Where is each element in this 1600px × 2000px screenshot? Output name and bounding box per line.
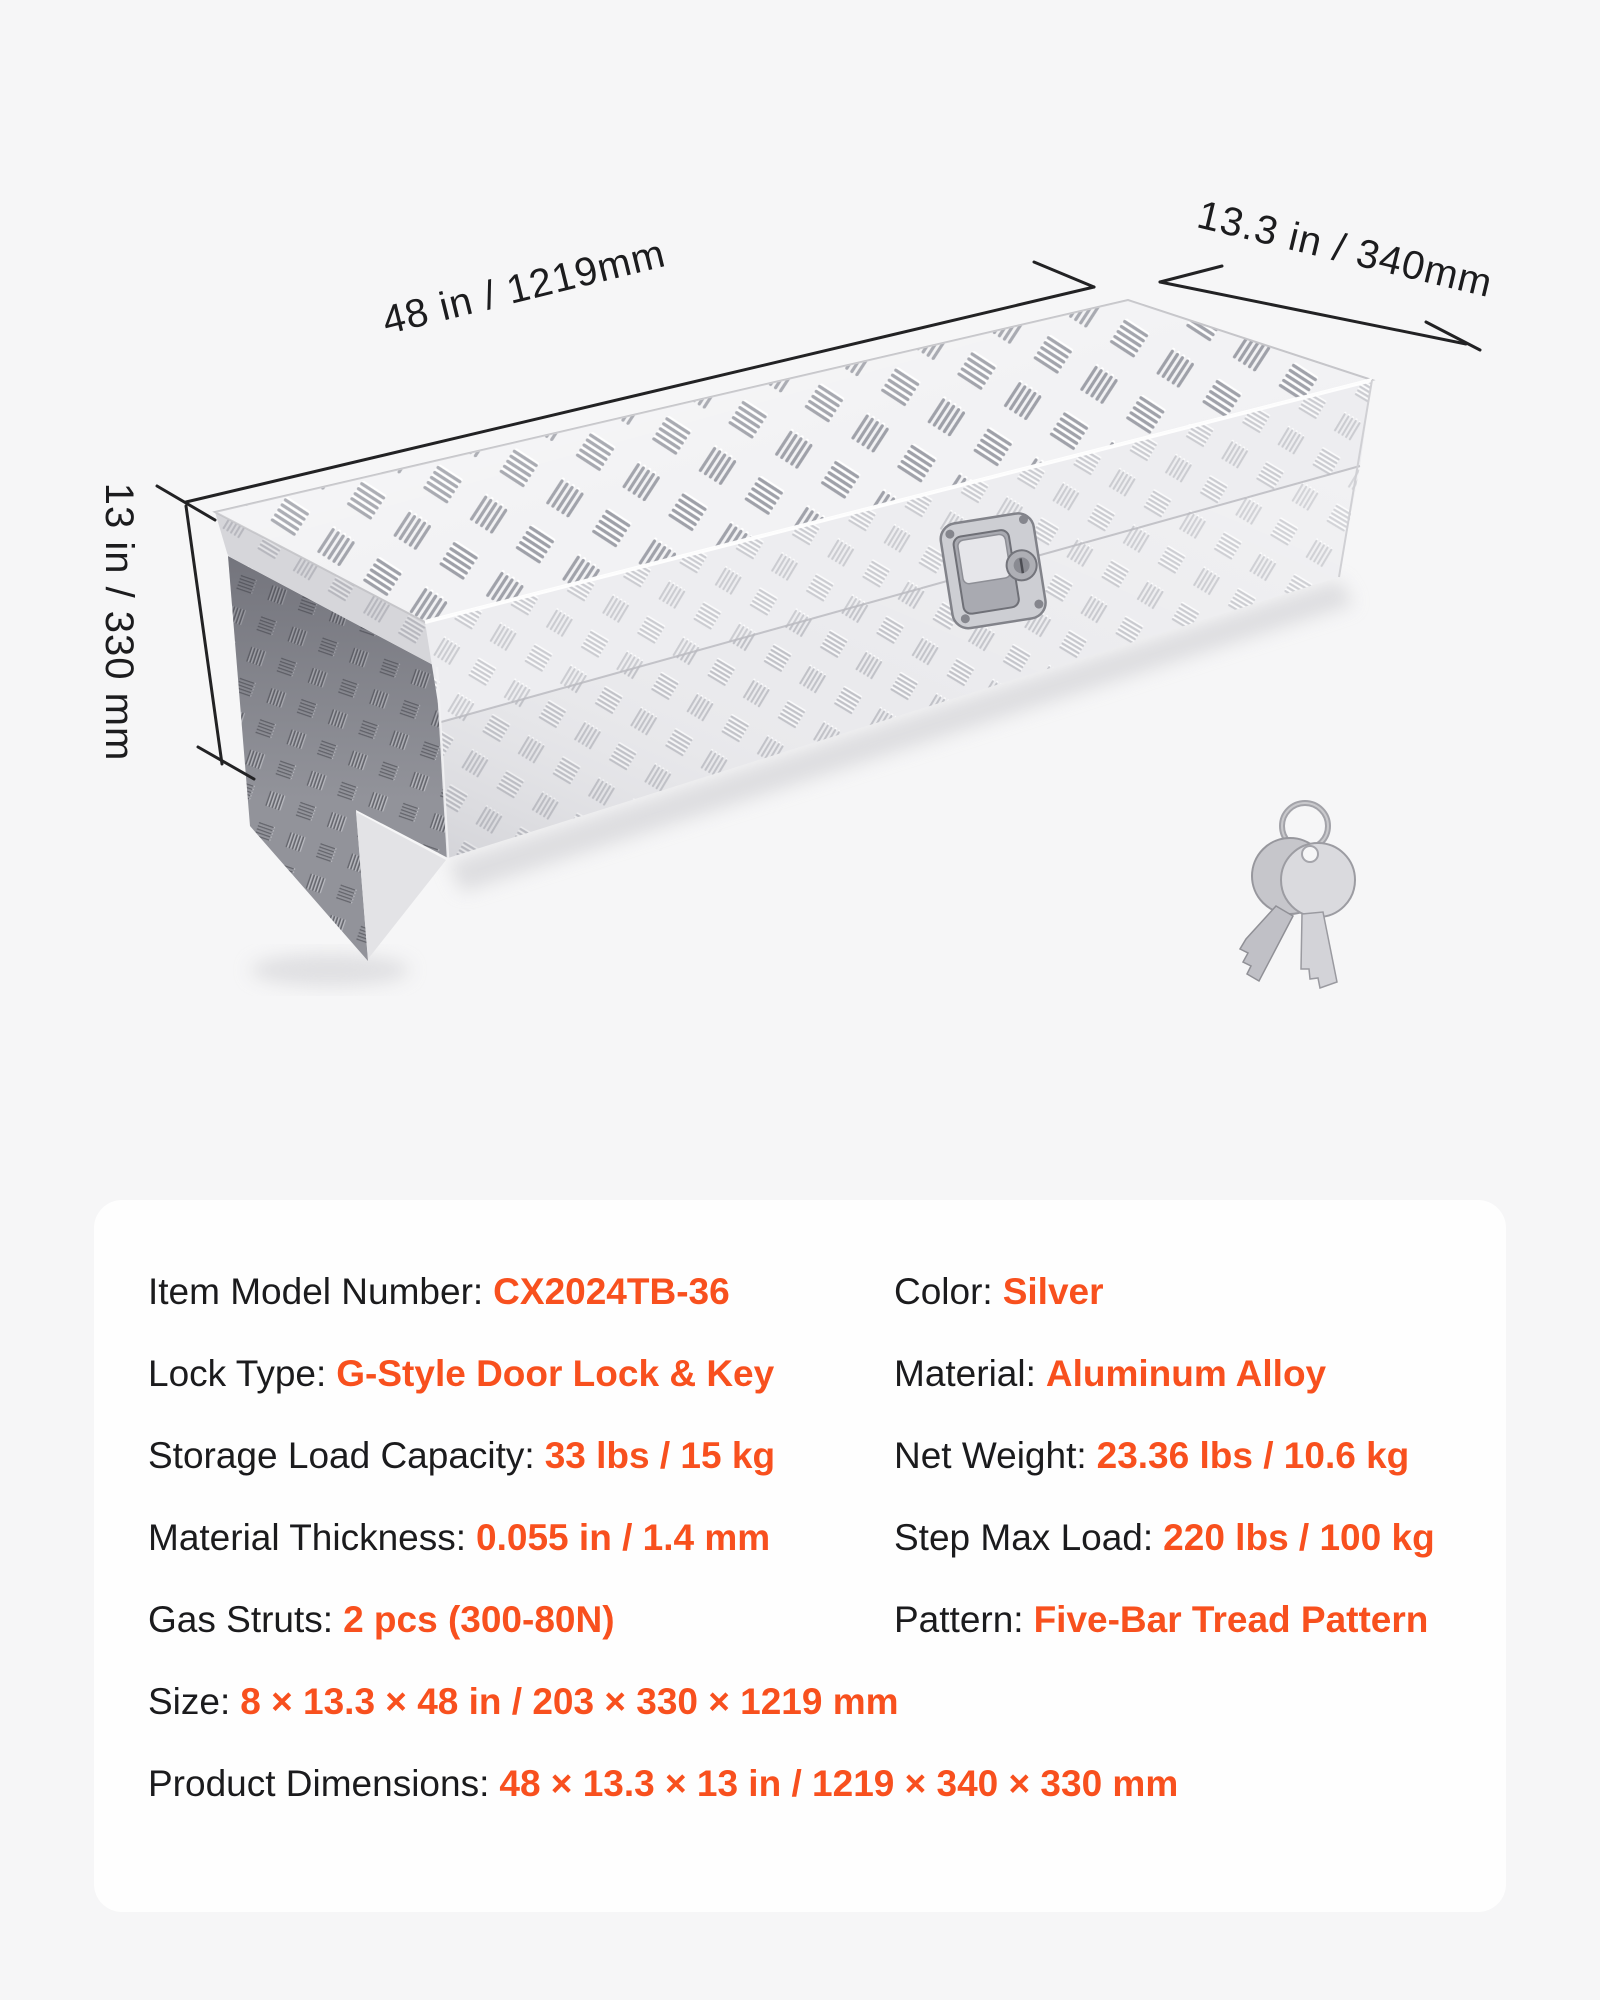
spec-item-gas-struts <box>148 1598 894 1640</box>
spec-item-product-dimensions <box>148 1762 1476 1804</box>
spec-label: Product Dimensions: <box>148 1762 490 1804</box>
spec-item-step-max-load <box>894 1516 1476 1558</box>
spec-item-storage-load <box>148 1434 894 1476</box>
dimension-label-depth: 13.3 in / 340mm <box>1193 192 1497 306</box>
spec-value: 23.36 lbs / 10.6 kg <box>1096 1434 1410 1476</box>
dimension-line-height <box>186 506 222 764</box>
spec-label: Gas Struts: <box>148 1598 334 1640</box>
spec-label: Net Weight: <box>894 1434 1087 1476</box>
spec-label: Size: <box>148 1680 231 1722</box>
spec-panel <box>94 1200 1506 1912</box>
key-blade-left <box>1240 906 1293 981</box>
spec-value: 0.055 in / 1.4 mm <box>476 1516 771 1558</box>
spec-item-material-thickness <box>148 1516 894 1558</box>
spec-value: CX2024TB-36 <box>493 1270 730 1312</box>
dimension-label-length: 48 in / 1219mm <box>377 231 670 344</box>
spec-item-size <box>148 1680 1476 1722</box>
spec-label: Color: <box>894 1270 993 1312</box>
spec-label: Material Thickness: <box>148 1516 467 1558</box>
spec-item-material <box>894 1352 1476 1394</box>
spec-label: Lock Type: <box>148 1352 327 1394</box>
spec-value: G-Style Door Lock & Key <box>336 1352 775 1394</box>
keys <box>1240 803 1355 988</box>
spec-label: Step Max Load: <box>894 1516 1154 1558</box>
spec-value: 220 lbs / 100 kg <box>1163 1516 1435 1558</box>
spec-item-lock-type <box>148 1352 894 1394</box>
spec-grid <box>94 1200 1506 1824</box>
spec-item-color <box>894 1270 1476 1312</box>
spec-label: Material: <box>894 1352 1036 1394</box>
spec-value: Aluminum Alloy <box>1045 1352 1327 1394</box>
spec-item-model-number <box>148 1270 894 1312</box>
toolbox-latch <box>938 511 1047 630</box>
spec-label: Pattern: <box>894 1598 1024 1640</box>
spec-item-pattern <box>894 1598 1476 1640</box>
spec-value: 8 × 13.3 × 48 in / 203 × 330 × 1219 mm <box>240 1680 899 1722</box>
spec-label: Storage Load Capacity: <box>148 1434 535 1476</box>
key-blade-right <box>1301 912 1337 988</box>
spec-value: Five-Bar Tread Pattern <box>1033 1598 1429 1640</box>
spec-label: Item Model Number: <box>148 1270 484 1312</box>
spec-value: 2 pcs (300-80N) <box>343 1598 615 1640</box>
dimension-label-height: 13 in / 330 mm <box>97 482 141 762</box>
spec-value: 48 × 13.3 × 13 in / 1219 × 340 × 330 mm <box>499 1762 1179 1804</box>
spec-value: Silver <box>1002 1270 1104 1312</box>
spec-item-net-weight <box>894 1434 1476 1476</box>
spec-value: 33 lbs / 15 kg <box>544 1434 776 1476</box>
